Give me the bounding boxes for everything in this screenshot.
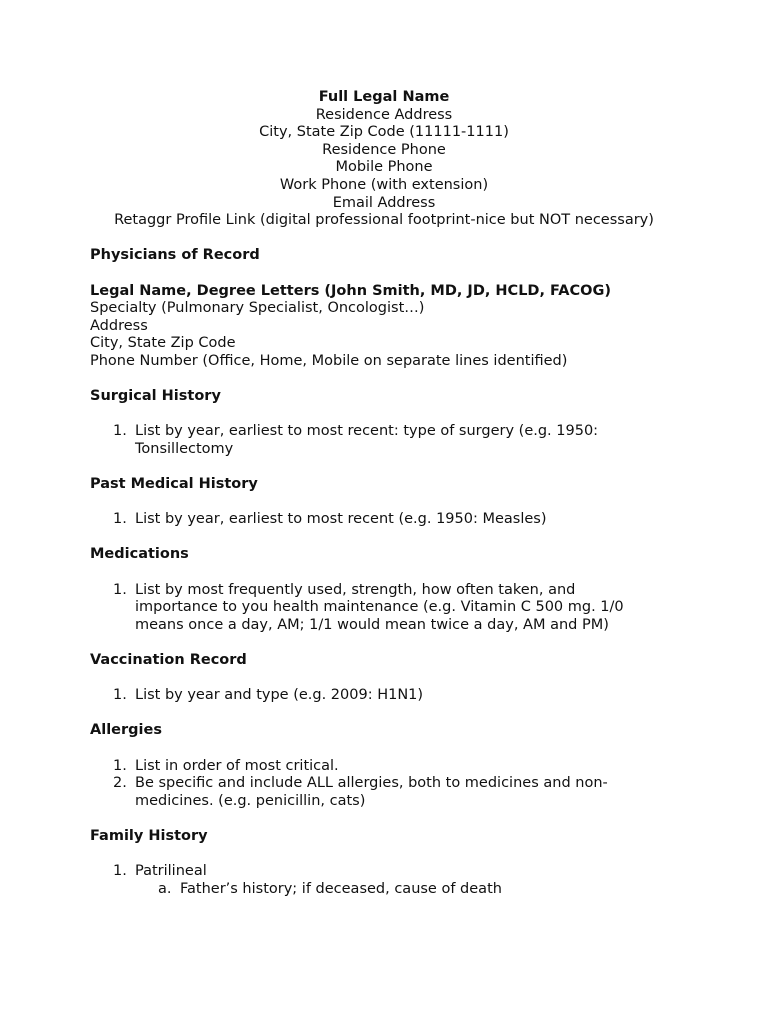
physician-block <box>90 283 690 371</box>
list-item <box>90 687 645 705</box>
city-state-zip: City, State Zip Code (11111-1111) <box>259 124 509 141</box>
sub-list-item-text: Father’s history; if deceased, cause of death <box>180 880 502 897</box>
physician-specialty: Specialty (Pulmonary Specialist, Oncologist…) <box>90 300 425 317</box>
family-history-heading: Family History <box>90 827 208 844</box>
vaccination-record-heading: Vaccination Record <box>90 652 247 668</box>
list-item-text: Be specific and include ALL allergies, both to medicines and non-medicines. (e.g. penicillin, cats) <box>135 775 608 809</box>
surgical-history-list <box>90 423 690 458</box>
medications-list <box>90 582 690 635</box>
list-item <box>90 775 645 810</box>
list-item-text: List in order of most critical. <box>135 757 339 774</box>
allergies-list <box>90 758 690 811</box>
list-item-text: List by year, earliest to most recent: type of surgery (e.g. 1950: Tonsillectomy <box>135 423 599 457</box>
list-marker: 1. <box>113 423 127 440</box>
list-marker: 1. <box>113 757 127 774</box>
mobile-phone: Mobile Phone <box>335 159 433 176</box>
profile-link: Retaggr Profile Link (digital professional footprint-nice but NOT necessary) <box>114 212 654 229</box>
family-history-list <box>90 863 690 898</box>
list-marker: 1. <box>113 863 127 880</box>
family-history-sublist <box>135 881 645 899</box>
past-medical-history-list <box>90 511 690 529</box>
residence-phone: Residence Phone <box>322 141 446 158</box>
email-address: Email Address <box>332 194 436 211</box>
list-marker: 1. <box>113 511 127 528</box>
allergies-heading: Allergies <box>90 722 162 739</box>
physicians-heading: Physicians of Record <box>90 247 260 264</box>
residence-address: Residence Address <box>315 106 453 123</box>
vaccination-record-list <box>90 687 690 705</box>
list-item <box>90 758 645 776</box>
list-item <box>90 863 645 898</box>
medications-heading: Medications <box>90 546 189 563</box>
document-page <box>90 89 690 898</box>
physician-address: Address <box>90 317 148 334</box>
sub-list-marker: a. <box>158 880 172 897</box>
full-legal-name: Full Legal Name <box>318 89 450 105</box>
list-item-text: List by year, earliest to most recent (e.g. 1950: Measles) <box>135 511 547 528</box>
list-item <box>90 582 645 635</box>
past-medical-history-heading: Past Medical History <box>90 476 258 493</box>
work-phone: Work Phone (with extension) <box>279 176 489 193</box>
list-marker: 2. <box>113 775 127 792</box>
contact-header <box>90 89 678 230</box>
list-item-text: List by year and type (e.g. 2009: H1N1) <box>135 687 424 704</box>
list-marker: 1. <box>113 581 127 598</box>
sub-list-item <box>135 881 645 899</box>
list-item-text: List by most frequently used, strength, how often taken, and importance to you health maintenance (e.g. Vitamin C 500 mg. 1/0 means once a day, AM; 1/1 would mean twice a day, AM and PM) <box>135 581 624 633</box>
list-marker: 1. <box>113 687 127 704</box>
list-item <box>90 511 645 529</box>
physician-phone: Phone Number (Office, Home, Mobile on separate lines identified) <box>90 352 568 369</box>
list-item-text: Patrilineal <box>135 863 207 880</box>
physician-city: City, State Zip Code <box>90 335 236 352</box>
surgical-history-heading: Surgical History <box>90 388 221 405</box>
list-item <box>90 423 645 458</box>
physician-name-line: Legal Name, Degree Letters (John Smith, MD, JD, HCLD, FACOG) <box>90 282 611 299</box>
